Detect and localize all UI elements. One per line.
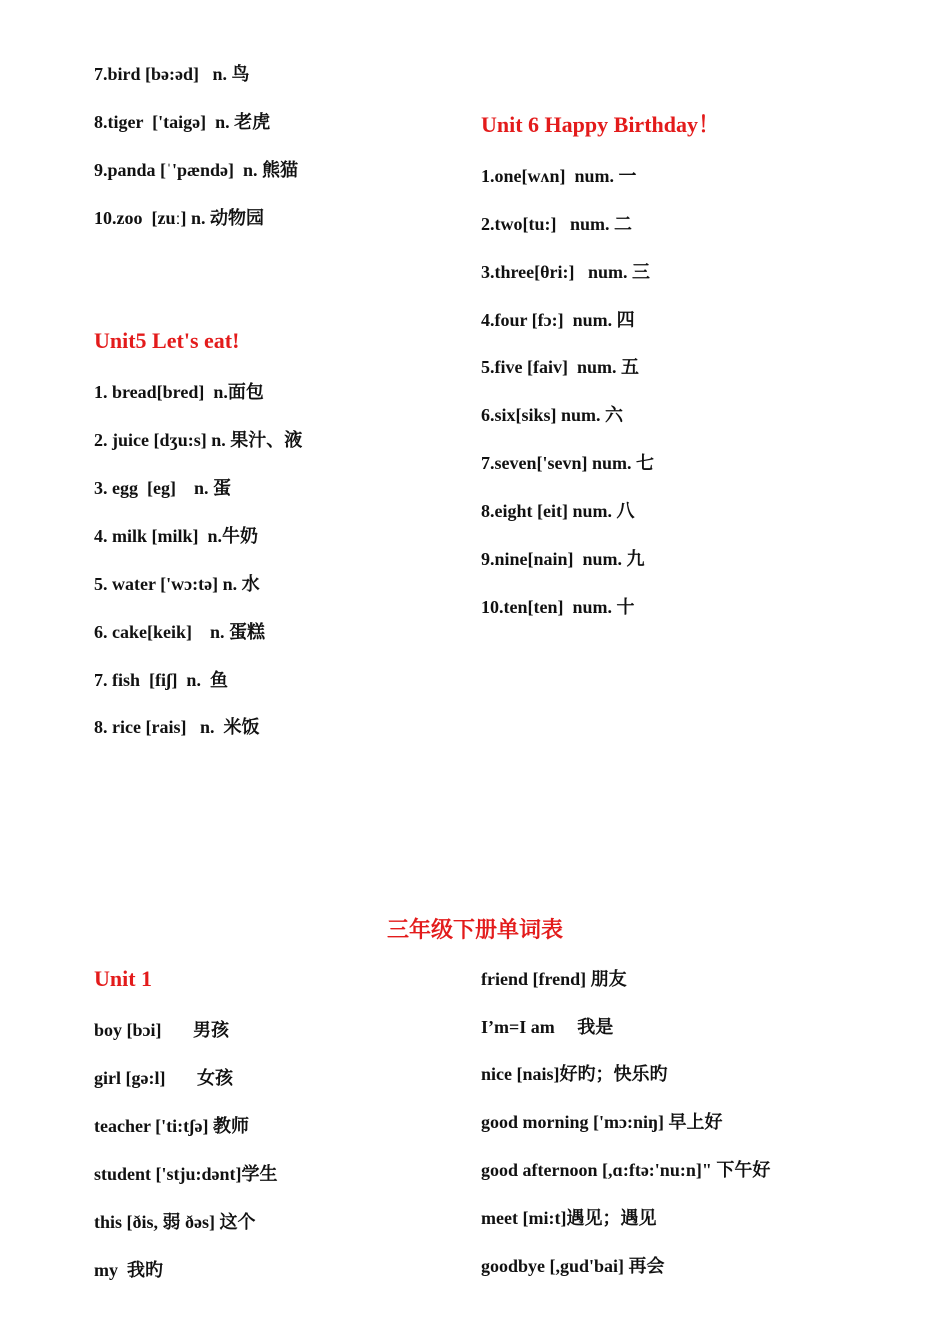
vocab-item: 9.panda [ˈ'pændə] n. 熊猫 (94, 160, 299, 180)
unit6-heading: Unit 6 Happy Birthday！ (481, 112, 720, 137)
unit5-heading: Unit5 Let's eat! (94, 328, 240, 353)
vocab-item: 4. milk [milk] n.牛奶 (94, 526, 259, 546)
vocab-item: 2. juice [dʒu:s] n. 果汁、液 (94, 430, 303, 450)
vocab-item: 5.five [faiv] num. 五 (481, 357, 639, 377)
vocab-item: 8.eight [eit] num. 八 (481, 501, 635, 521)
vocab-item: 7.bird [bə:əd] n. 鸟 (94, 64, 250, 84)
vocab-item: 7. fish [fiʃ] n. 鱼 (94, 670, 228, 690)
vocab-item: 6.six[siks] num. 六 (481, 405, 624, 425)
vocab-item: good afternoon [,ɑ:ftə:'nu:n]" 下午好 (481, 1160, 771, 1180)
vocab-item: 8.tiger ['taigə] n. 老虎 (94, 112, 271, 132)
vocab-item: 2.two[tu:] num. 二 (481, 214, 632, 234)
vocab-item: 7.seven['sevn] num. 七 (481, 453, 655, 473)
vocab-item: 10.ten[ten] num. 十 (481, 597, 635, 617)
section-title: 三年级下册单词表 (386, 917, 563, 942)
vocab-item: I’m=I am 我是 (481, 1017, 614, 1037)
vocab-item: student ['stju:dənt]学生 (94, 1164, 278, 1184)
vocab-item: 6. cake[keik] n. 蛋糕 (94, 622, 265, 642)
vocab-item: 1. bread[bred] n.面包 (94, 382, 264, 402)
vocab-item: my 我旳 (94, 1260, 163, 1280)
vocab-item: 1.one[wʌn] num. 一 (481, 166, 637, 186)
vocab-item: 5. water ['wɔ:tə] n. 水 (94, 574, 260, 594)
vocab-item: goodbye [,gud'bai] 再会 (481, 1256, 665, 1276)
vocab-item: 9.nine[nain] num. 九 (481, 549, 645, 569)
unit1-heading: Unit 1 (94, 966, 153, 991)
vocab-item: teacher ['ti:tʃə] 教师 (94, 1116, 250, 1136)
vocab-item: 4.four [fɔ:] num. 四 (481, 310, 635, 330)
vocab-item: good morning ['mɔ:niŋ] 早上好 (481, 1112, 723, 1132)
vocab-item: 8. rice [rais] n. 米饭 (94, 717, 260, 737)
vocab-item: this [ðis, 弱 ðəs] 这个 (94, 1212, 256, 1232)
vocab-item: 3.three[θri:] num. 三 (481, 262, 651, 282)
vocab-item: girl [gə:l] 女孩 (94, 1068, 233, 1088)
vocab-item: nice [nais]好旳；快乐旳 (481, 1064, 668, 1084)
vocab-item: friend [frend] 朋友 (481, 969, 627, 989)
vocab-item: boy [bɔi] 男孩 (94, 1020, 229, 1040)
vocab-item: 10.zoo [zuː] n. 动物园 (94, 208, 264, 228)
vocab-item: meet [mi:t]遇见；遇见 (481, 1208, 657, 1228)
vocab-item: 3. egg [eg] n. 蛋 (94, 478, 231, 498)
